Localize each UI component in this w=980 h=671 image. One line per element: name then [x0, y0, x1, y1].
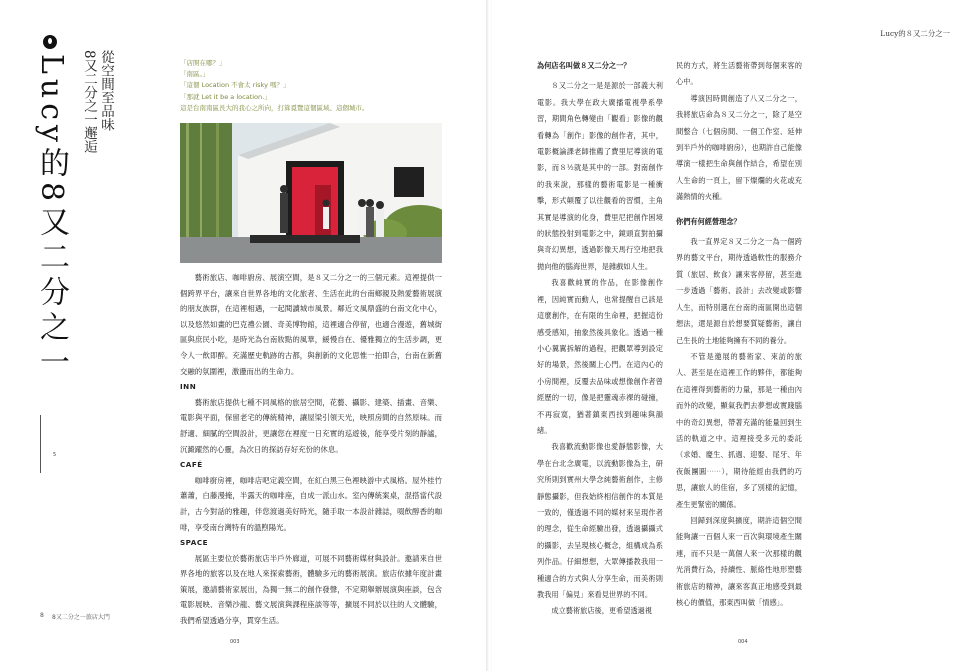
question-heading-name: 為何店名叫做８又二分之一？: [537, 61, 631, 70]
hotel-entrance-photo: [180, 123, 442, 263]
quote-line: 「這個 Location 不會太 risky 嗎？」: [180, 81, 290, 90]
side-number: 5: [53, 452, 57, 458]
paragraph: 我喜歡流動影像也愛靜態影像，大學在台北念廣電，以流動影像為主，研究所則到實州大學念純藝術創作，主修靜態攝影，但我始終相信創作的本質是一致的，僅透過不同的媒材來呈現作者的理念，從生命經驗出發，透過攝攝式的攝影，去呈現核心概念，組構成為系列作品。仔細想想，大眾傳播教我用一種適合的方式與人分享生命，而美術則教我用「偏見」來看見世界的不同。: [537, 442, 663, 599]
subtitle-line-1: 從空間至品味: [98, 50, 114, 131]
section-body-cafe: 咖啡廚房裡，咖啡店吧定義空間，在紅白黑三色裡映游中式風格。屋外桂竹蕭蕭，白藤漫掩，半露天的咖啡座，自成一派山水。室內傳統案桌，混搭當代設計，古今對話的雅趣，伴您渡過美好時光，隨手取一本設計雜誌，啜飲醇香的咖啡，享受南台灣特有的溫煦陽光。: [180, 475, 442, 532]
right-column-2: [676, 58, 802, 611]
paragraph: 成立藝術旅店後，更希望透過視: [551, 606, 653, 616]
running-head: Lucy的８又二分之一: [880, 29, 950, 38]
article-title: Lucy的8又二分之一: [34, 54, 69, 382]
left-body: [180, 270, 442, 629]
folio-caption: 8又二分之一旅店大門: [52, 614, 110, 621]
paragraph: ８又二分之一是是源於一部義大利電影。我大學在政大廣播電視學系學習，期間角色轉變由「觀看」影像的觀看轉為「創作」影像的創作者，其中，電影概論課老師推薦了費里尼導演的電影，而８½就是其中的一部。對南創作的我來說，那樣的藝術電影是一種衝擊，形式顛覆了以往觀看的習慣，主角其實是導演的化身，費里尼把創作困境的狀態投射到電影之中，鏡頭直對拍攝與奇幻異想，透過影像天馬行空地把我拋向他的腦海世界，是雜戲如人生。: [537, 81, 663, 271]
quote-line: 「南區。」: [180, 70, 210, 79]
paragraph: 不管是邀展的藝術家、來訪的旅人、甚至是在這裡工作的夥伴，都能夠在這裡得到藝術的力量，那是一種由內而外的改變，顯氣我們去夢想或實踐腦中的奇幻異想，帶著充滿的能量回到生活的軌道之中。這裡接受多元的委託（求婚、慶生、抓週、迎娶、尾牙、年夜飯團圓⋯⋯），期待能經由我們的巧思，讓旅人的佳宿，多了別樣的記憶，產生更緊密的關係。: [676, 351, 802, 509]
question-heading-philosophy: 你們有何經營理念？: [676, 216, 741, 226]
quote-line: 「店開在哪？」: [180, 59, 226, 67]
folio-number: 8: [40, 612, 44, 619]
quote-block: [180, 58, 470, 114]
section-body-inn: 藝術旅店提供七種不同風格的旅居空間，花藝、攝影、建築、插畫、音樂、電影與平面，保留老宅的傳統精神，讓屋梁引領天光，映照房間的自然原味。而舒適、細膩的空間設計，更讓您在裡度一日充實的巡遊後，能享受片刻的靜謐，沉澱躍然的心靈，為次日的探訪存好充份的休息。: [180, 397, 442, 454]
side-rule: [40, 415, 41, 473]
section-heading-space: SPACE: [180, 538, 209, 548]
left-page: [0, 0, 488, 671]
article-subtitle: [80, 50, 114, 160]
subtitle-line-2: 8又二分之一邂逅: [81, 50, 97, 154]
paragraph: 我喜歡純實的作品，在影像創作裡，因純實而動人，也常提醒自己該是這麼創作，在有限的生命裡，把握這份感受感知，抽象然後具象化。透過一種小心翼翼拆解的過程，把觀眾導到設定好的場景，然後關上心門。在這內心的小房間裡，反覆去品味或想像創作者曾經歷的一切，像是把靈魂赤裸的碰撞，不再寂寞，猶著鎮東西找到趣味與韻緒。: [537, 278, 663, 435]
photo-illustration: [180, 123, 442, 263]
section-body-space: 展區主要位於藝術旅店半戶外廊道，可展不同藝術媒材與設計。邀請來自世界各地的旅客以及在地人來探索藝術，體驗多元的藝術展演。旅店依據年度計畫策展，邀請藝術家展出，為獨一無二的創作發聲，不定期舉辦展演與座談，包含電影展映、音樂沙龍、藝文展演與課程座談等等，擴展不同於以往的人文體驗，我們希望透過分享，貫穿生活。: [180, 553, 442, 626]
paragraph: 回歸到深度與擴度，期許這個空間能夠讓一百個人來一百次與環境產生關連，而不只是一萬個人來一次那樣的觀光消費行為，持續性、脈絡性地形塑藝術旅店的精神，讓來客真正地感受到最核心的價值，那東西叫做「情感」。: [676, 515, 802, 607]
intro-paragraph: 藝術旅店、咖啡廚房、展演空間，是８又二分之一的三個元素。這裡提供一個跨界平台，讓來自世界各地的文化旅者、生活在此的台南鄉親及熱愛藝術展演的朋友族群，在這裡相遇，一起閱讀城市風景。鄰近文風鼎盛的台南文化中心，以及悠然如畫的巴克禮公園、奇美博物館，這裡適合停留，也適合漫遊，舊城街區與庶民小吃，是時光為台南妝點的風華，緩慢自在、優雅獨立的生活步調，更令人一飲即醉。充滿歷史軌跡的古都，與創新的文化思惟一拍即合，台南在新舊交融的氛圍裡，激盪而出的生命力。: [180, 273, 442, 376]
paragraph: 我一直界定８又二分之一為一個跨界的藝文平台，期待透過軟性的服務介質（旅居、飲食）讓來客停留，甚至進一步透過「藝術、設計」去改變或影響人生，而特別選在台南的南區開出這個想法，還是源自於想要質疑藝術，讓自己生長的土地能夠擁有不同的養分。: [676, 237, 802, 345]
paragraph: 導演因時間創造了八又二分之一，我將旅店命為８又二分之一，除了是空間整合（七個房間、一個工作室、延伸到半戶外的咖啡廚房），也期許自己能像導演一樣把生命與創作結合，希望在別人生命的一頁上，留下燦爛的火花或充滿熱情的火種。: [676, 93, 802, 202]
page-number-right: 004: [738, 639, 748, 645]
section-heading-cafe: CAFÉ: [180, 460, 203, 470]
page-number-left: 003: [230, 639, 240, 645]
right-column-1: [537, 58, 663, 620]
quote-line: 「那就 Let it be a location.」: [180, 92, 271, 101]
right-page: [492, 0, 980, 671]
paragraph: 民的方式，將生活藝術帶到每個來客的心中。: [676, 61, 802, 87]
quote-line: 這是台南南區長大的我心之所向，打算覓覽這個區域、這個城市。: [180, 103, 369, 112]
section-heading-inn: INN: [180, 382, 197, 392]
bullet-icon: [43, 35, 57, 49]
